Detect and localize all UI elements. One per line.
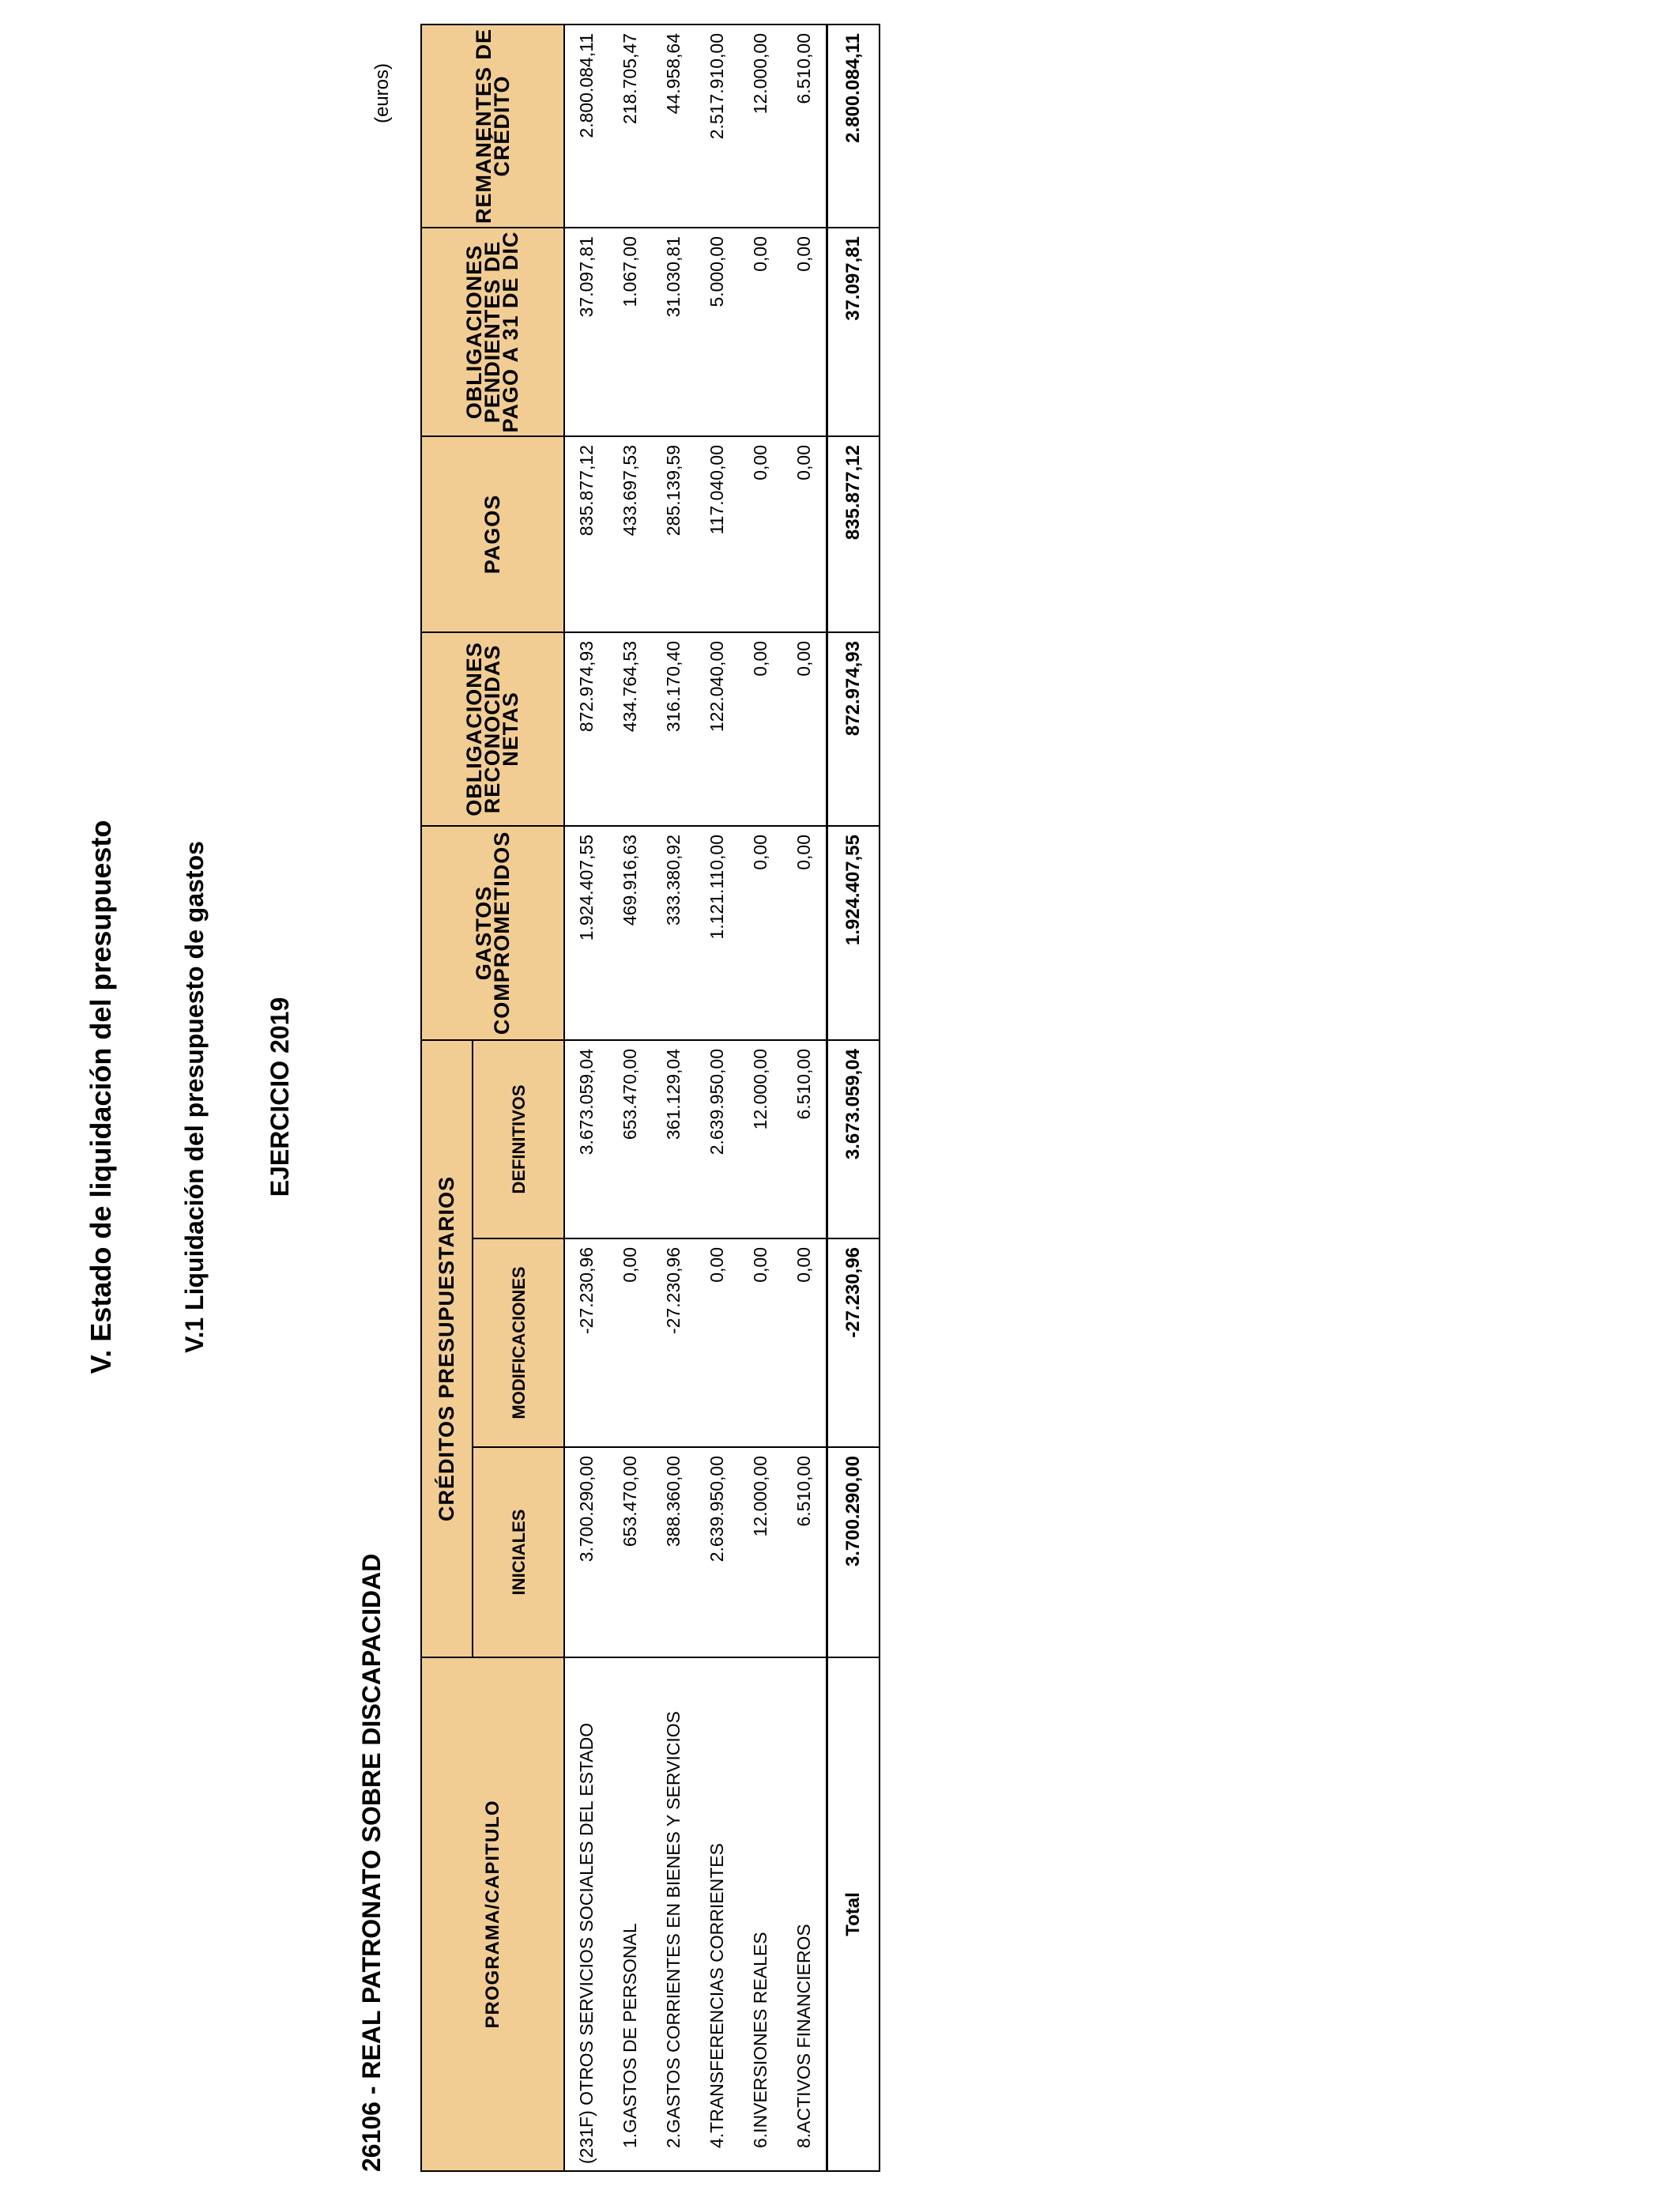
cell-iniciales: 653.470,00	[608, 1447, 652, 1657]
cell-remanentes: 6.510,00	[782, 25, 827, 228]
cell-gastos-comprometidos: 1.924.407,55	[564, 826, 608, 1040]
column-header-definitivos: DEFINITIVOS	[473, 1040, 564, 1238]
cell-iniciales: 2.639.950,00	[695, 1447, 739, 1657]
total-pagos: 835.877,12	[827, 436, 880, 632]
cell-remanentes: 2.800.084,11	[564, 25, 608, 228]
row-label: (231F) OTROS SERVICIOS SOCIALES DEL ESTADO	[564, 1657, 608, 2171]
total-obligaciones-reconocidas: 872.974,93	[827, 632, 880, 826]
cell-iniciales: 6.510,00	[782, 1447, 827, 1657]
cell-obligaciones-pendientes: 0,00	[782, 228, 827, 436]
cell-obligaciones-reconocidas: 872.974,93	[564, 632, 608, 826]
budget-table	[420, 24, 880, 2172]
cell-obligaciones-pendientes: 0,00	[739, 228, 782, 436]
page-title: V. Estado de liquidación del presupuesto	[85, 820, 117, 1374]
column-header-modificaciones: MODIFICACIONES	[473, 1238, 564, 1447]
cell-modificaciones: 0,00	[739, 1238, 782, 1447]
row-label: 1.GASTOS DE PERSONAL	[608, 1657, 652, 2171]
cell-iniciales: 388.360,00	[652, 1447, 695, 1657]
cell-pagos: 433.697,53	[608, 436, 652, 632]
row-label: 8.ACTIVOS FINANCIEROS	[782, 1657, 827, 2171]
cell-pagos: 0,00	[739, 436, 782, 632]
cell-modificaciones: 0,00	[608, 1238, 652, 1447]
cell-gastos-comprometidos: 0,00	[739, 826, 782, 1040]
cell-remanentes: 218.705,47	[608, 25, 652, 228]
cell-iniciales: 3.700.290,00	[564, 1447, 608, 1657]
cell-remanentes: 44.958,64	[652, 25, 695, 228]
cell-modificaciones: -27.230,96	[564, 1238, 608, 1447]
cell-obligaciones-pendientes: 37.097,81	[564, 228, 608, 436]
total-label: Total	[827, 1657, 880, 2171]
cell-pagos: 117.040,00	[695, 436, 739, 632]
cell-gastos-comprometidos: 469.916,63	[608, 826, 652, 1040]
cell-modificaciones: 0,00	[695, 1238, 739, 1447]
total-row	[827, 25, 880, 2171]
cell-obligaciones-reconocidas: 316.170,40	[652, 632, 695, 826]
table-row	[564, 25, 608, 2171]
cell-pagos: 285.139,59	[652, 436, 695, 632]
row-label: 6.INVERSIONES REALES	[739, 1657, 782, 2171]
cell-definitivos: 12.000,00	[739, 1040, 782, 1238]
cell-definitivos: 6.510,00	[782, 1040, 827, 1238]
table-row	[739, 25, 782, 2171]
cell-pagos: 835.877,12	[564, 436, 608, 632]
cell-obligaciones-reconocidas: 0,00	[739, 632, 782, 826]
table-row	[782, 25, 827, 2171]
cell-obligaciones-pendientes: 31.030,81	[652, 228, 695, 436]
cell-obligaciones-pendientes: 5.000,00	[695, 228, 739, 436]
units-label: (euros)	[371, 62, 393, 123]
cell-obligaciones-pendientes: 1.067,00	[608, 228, 652, 436]
total-gastos-comprometidos: 1.924.407,55	[827, 826, 880, 1040]
cell-gastos-comprometidos: 333.380,92	[652, 826, 695, 1040]
table-row	[608, 25, 652, 2171]
cell-remanentes: 12.000,00	[739, 25, 782, 228]
group-header-creditos: CRÉDITOS PRESUPUESTARIOS	[421, 1040, 473, 1657]
cell-definitivos: 653.470,00	[608, 1040, 652, 1238]
cell-gastos-comprometidos: 0,00	[782, 826, 827, 1040]
cell-obligaciones-reconocidas: 434.764,53	[608, 632, 652, 826]
row-label: 4.TRANSFERENCIAS CORRIENTES	[695, 1657, 739, 2171]
cell-remanentes: 2.517.910,00	[695, 25, 739, 228]
total-iniciales: 3.700.290,00	[827, 1447, 880, 1657]
column-header-iniciales: INICIALES	[473, 1447, 564, 1657]
column-header-gastos-comprometidos: GASTOS COMPROMETIDOS	[421, 826, 564, 1040]
table-row	[652, 25, 695, 2171]
cell-modificaciones: -27.230,96	[652, 1238, 695, 1447]
fiscal-year: EJERCICIO 2019	[266, 997, 294, 1197]
cell-obligaciones-reconocidas: 122.040,00	[695, 632, 739, 826]
column-header-remanentes: REMANENTES DE CRÉDITO	[421, 25, 564, 228]
cell-definitivos: 361.129,04	[652, 1040, 695, 1238]
column-header-pagos: PAGOS	[421, 436, 564, 632]
cell-definitivos: 3.673.059,04	[564, 1040, 608, 1238]
cell-modificaciones: 0,00	[782, 1238, 827, 1447]
column-header-obligaciones-pendientes: OBLIGACIONES PENDIENTES DE PAGO A 31 DE DIC	[421, 228, 564, 436]
total-obligaciones-pendientes: 37.097,81	[827, 228, 880, 436]
cell-gastos-comprometidos: 1.121.110,00	[695, 826, 739, 1040]
table-row	[695, 25, 739, 2171]
total-definitivos: 3.673.059,04	[827, 1040, 880, 1238]
column-header-programa: PROGRAMA/CAPITULO	[421, 1657, 564, 2171]
page-subtitle: V.1 Liquidación del presupuesto de gastos	[180, 841, 209, 1353]
cell-definitivos: 2.639.950,00	[695, 1040, 739, 1238]
cell-pagos: 0,00	[782, 436, 827, 632]
entity-name: 26106 - REAL PATRONATO SOBRE DISCAPACIDAD	[357, 1553, 386, 2172]
total-remanentes: 2.800.084,11	[827, 25, 880, 228]
cell-iniciales: 12.000,00	[739, 1447, 782, 1657]
column-header-obligaciones-reconocidas: OBLIGACIONES RECONOCIDAS NETAS	[421, 632, 564, 826]
total-modificaciones: -27.230,96	[827, 1238, 880, 1447]
row-label: 2.GASTOS CORRIENTES EN BIENES Y SERVICIOS	[652, 1657, 695, 2171]
cell-obligaciones-reconocidas: 0,00	[782, 632, 827, 826]
